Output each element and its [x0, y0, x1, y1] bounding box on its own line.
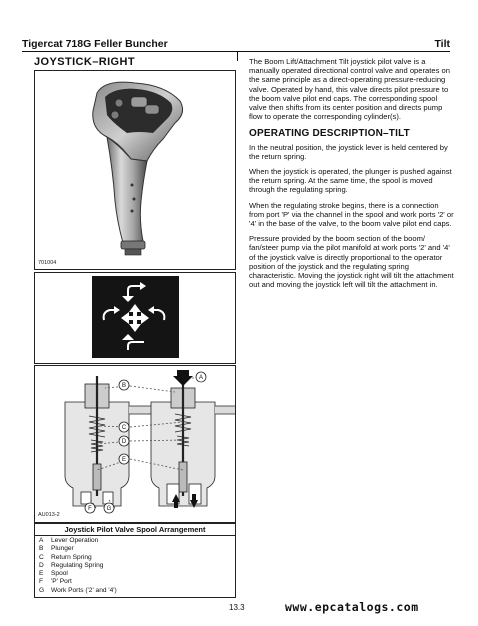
legend-label: Return Spring — [51, 553, 92, 561]
four-way-arrow-icon — [92, 276, 179, 358]
page-number: 13.3 — [229, 603, 245, 612]
joystick-illustration — [35, 71, 235, 269]
spool-cross-section — [35, 366, 235, 522]
legend-row — [35, 570, 235, 578]
neutral-paragraph: In the neutral position, the joystick lever is held centered by the return spring. — [249, 142, 448, 161]
legend-row — [35, 554, 235, 562]
legend-label: Plunger — [51, 545, 74, 553]
operating-description-heading: OPERATING DESCRIPTION–TILT — [249, 128, 410, 140]
legend-key: D — [39, 561, 44, 569]
intro-paragraph: The Boom Lift/Attachment Tilt joystick pilot valve is a manually operated directional control valve and operates on the same principle as a direct-operating pressure-reducing valve. Operated by hand, this valve directs pilot pressure to the boom valve pilot end caps. The corresponding spool valve then shifts from its center position and directs pump flow to operate the corresponding cylinder(s). — [249, 57, 450, 122]
callout-d-label: D — [121, 439, 127, 445]
legend-row — [35, 578, 235, 586]
callout-c-label: C — [121, 425, 127, 431]
callout-f-label: F — [88, 506, 92, 512]
direction-symbol-panel — [92, 276, 179, 358]
diagram-figure-code: AU013-2 — [38, 512, 60, 518]
callout-a-label: A — [198, 375, 204, 381]
pressure-paragraph: Pressure provided by the boom section of the boom/ fan/steer pump via the pilot manifold at work ports '2' and '4' of the joystick valve is directly proportional to the operator position of the joystick and the regulating spring characteristic. Moving the joystick right will tilt the attachment out and moving the joystick left will tilt the attachment in. — [249, 234, 454, 290]
regulating-paragraph: When the regulating stroke begins, there is a connection from port 'P' via the channel in the spool and work ports '2' or '4' in the base of the valve, to the boom valve pilot end caps. — [249, 200, 454, 229]
section-title: JOYSTICK–RIGHT — [34, 56, 135, 68]
joystick-direction-figure — [34, 272, 236, 364]
legend-key: E — [39, 570, 44, 578]
header-section: Tilt — [434, 38, 450, 50]
legend-row — [35, 537, 235, 545]
legend-label: Lever Operation — [51, 537, 99, 544]
footer-url: www.epcatalogs.com — [285, 600, 419, 614]
legend-key: G — [39, 586, 45, 594]
legend-row — [35, 562, 235, 570]
callout-e-label: E — [121, 457, 127, 463]
photo-figure-code: 701004 — [38, 260, 57, 266]
joystick-photo-figure — [34, 70, 236, 270]
legend-row — [35, 545, 235, 553]
callout-g-label: G — [106, 506, 112, 512]
legend-label: Regulating Spring — [51, 561, 104, 569]
downward-arrow-icon — [173, 370, 193, 386]
body-text — [249, 57, 454, 295]
column-divider — [237, 52, 238, 61]
legend-title: Joystick Pilot Valve Spool Arrangement — [35, 524, 235, 536]
legend-key: A — [39, 537, 44, 544]
legend-key: F — [39, 578, 44, 586]
legend-key: B — [39, 545, 44, 553]
pilot-valve-diagram — [34, 365, 236, 523]
header-rule — [22, 51, 450, 52]
header-title: Tigercat 718G Feller Buncher — [22, 38, 168, 50]
legend-table — [34, 523, 236, 598]
legend-row — [35, 587, 235, 595]
legend-label: Work Ports ('2' and '4') — [51, 586, 117, 594]
legend-label: 'P' Port — [51, 578, 72, 586]
callout-b-label: B — [121, 383, 127, 389]
legend-label: Spool — [51, 570, 68, 578]
operated-paragraph: When the joystick is operated, the plunger is pushed against the return spring. At the same time, the spool is moved through the regulating spring. — [249, 167, 452, 195]
legend-key: C — [39, 553, 44, 561]
legend-rows — [35, 536, 235, 597]
